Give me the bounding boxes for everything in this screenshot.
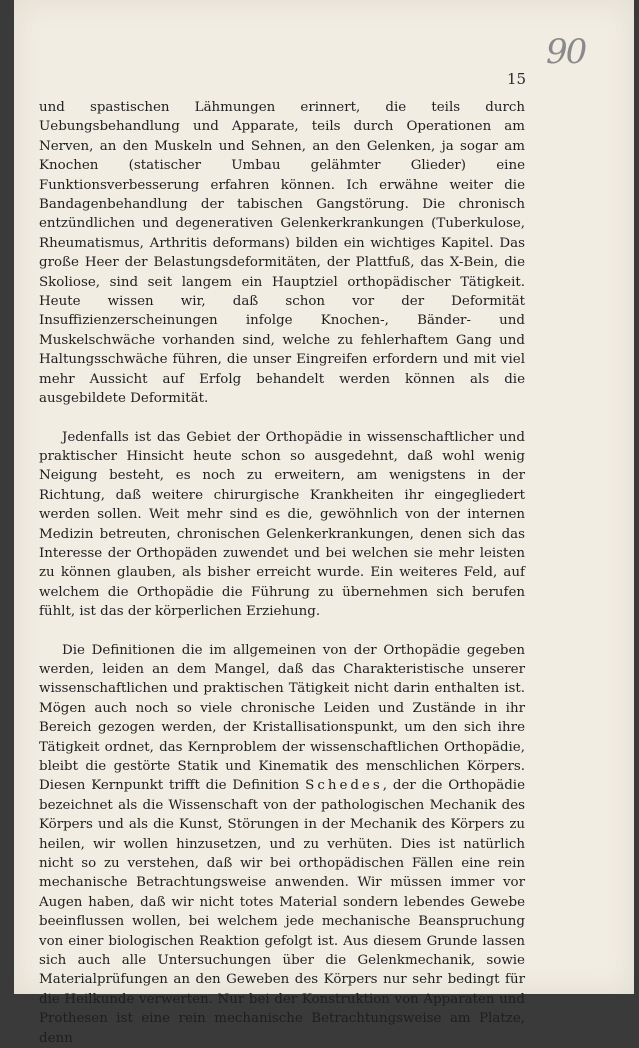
paragraph: und spastischen Lähmungen erinnert, die teils durch Uebungsbehandlung und Apparate, teils durch Operationen am Nerven, an den Muskeln und Sehnen, an den Gelenken, ja sogar am Knochen (statischer Umbau gelähmter Glieder) eine Funktionsverbesserung erfahren können. Ich erwähne weiter die Bandagenbehandlung der tabischen Gangstörung. Die chronisch entzündlichen und degenerativen Gelenkerkrankungen (Tuberkulose, Rheumatismus, Arthritis deformans) bilden ein wichtiges Kapitel. Das große Heer der Belastungsdeformitäten, der Plattfuß, das X-Bein, die Skoliose, sind seit langem ein Hauptziel orthopädischer Tätigkeit. Heute wissen wir, daß schon vor der Deformität Insuffizienzerscheinungen infolge Knochen-, Bänder- und Muskelschwäche vorhanden sind, welche zu fehlerhaftem Gang und Haltungsschwäche führen, die unser Eingreifen erfordern und mit viel mehr Aussicht auf Erfolg behandelt werden können als die ausgebildete Deformität. xyxy=(39,100,525,407)
paragraph xyxy=(39,641,525,1048)
author-name: Schedes xyxy=(305,778,383,794)
paragraph: Jedenfalls ist das Gebiet der Orthopädie in wissenschaftlicher und praktischer Hinsicht heute schon so ausgedehnt, daß wohl wenig Neigung besteht, es noch zu erweitern, am wenigstens in der Richtung, daß weitere chirurgische Krankheiten ihr eingegliedert werden sollen. Weit mehr sind es die, gewöhnlich von der internen Medizin betreuten, chronischen Gelenkerkrankungen, denen sich das Interesse der Orthopäden zuwendet und bei welchen sie mehr leisten zu können glauben, als bisher erreicht wurde. Ein weiteres Feld, auf welchem die Orthopädie die Führung zu übernehmen sich berufen fühlt, ist das der körperlichen Erziehung. xyxy=(39,429,525,620)
page-number: 15 xyxy=(507,70,527,88)
body-text xyxy=(39,98,525,1048)
handwritten-page-number: 90 xyxy=(546,32,586,72)
paragraph-text: , der die Orthopädie bezeichnet als die Wissenschaft von der pathologischen Mechanik des Körpers und als die Kunst, Störungen in der Mechanik des Körpers zu heilen, wir wollen hinzusetzen, und zu verhüten. Dies ist natürlich nicht so zu verstehen, daß wir bei orthopädischen Fällen eine rein mechanische Betrachtungsweise anwenden. Wir müssen immer vor Augen haben, daß wir nicht totes Material sondern lebendes Gewebe beeinflussen wollen, bei welchem jede mechanische Beanspruchung von einer biologischen Reaktion gefolgt ist. Aus diesem Grunde lassen sich auch alle Untersuchungen über die Gelenkmechanik, sowie Materialprüfungen an den Geweben des Körpers nur sehr bedingt für die Heilkunde verwerten. Nur bei der Konstruktion von Apparaten und Prothesen ist eine rein mechanische Betrachtungsweise am Platze, denn xyxy=(39,778,526,1046)
book-page xyxy=(14,0,634,1046)
paragraph-text: Die Definitionen die im allgemeinen von der Orthopädie gegeben werden, leiden an dem Mangel, daß das Charakteristische unserer wissenschaftlichen und praktischen Tätigkeit nicht darin enthalten ist. Mögen auch noch so viele chronische Leiden und Zustände in ihr Bereich gezogen werden, der Kristallisationspunkt, um den sich ihre Tätigkeit ordnet, das Kernproblem der wissenschaftlichen Orthopädie, bleibt die gestörte Statik und Kinematik des menschlichen Körpers. Diesen Kernpunkt trifft die Definition xyxy=(39,642,525,794)
